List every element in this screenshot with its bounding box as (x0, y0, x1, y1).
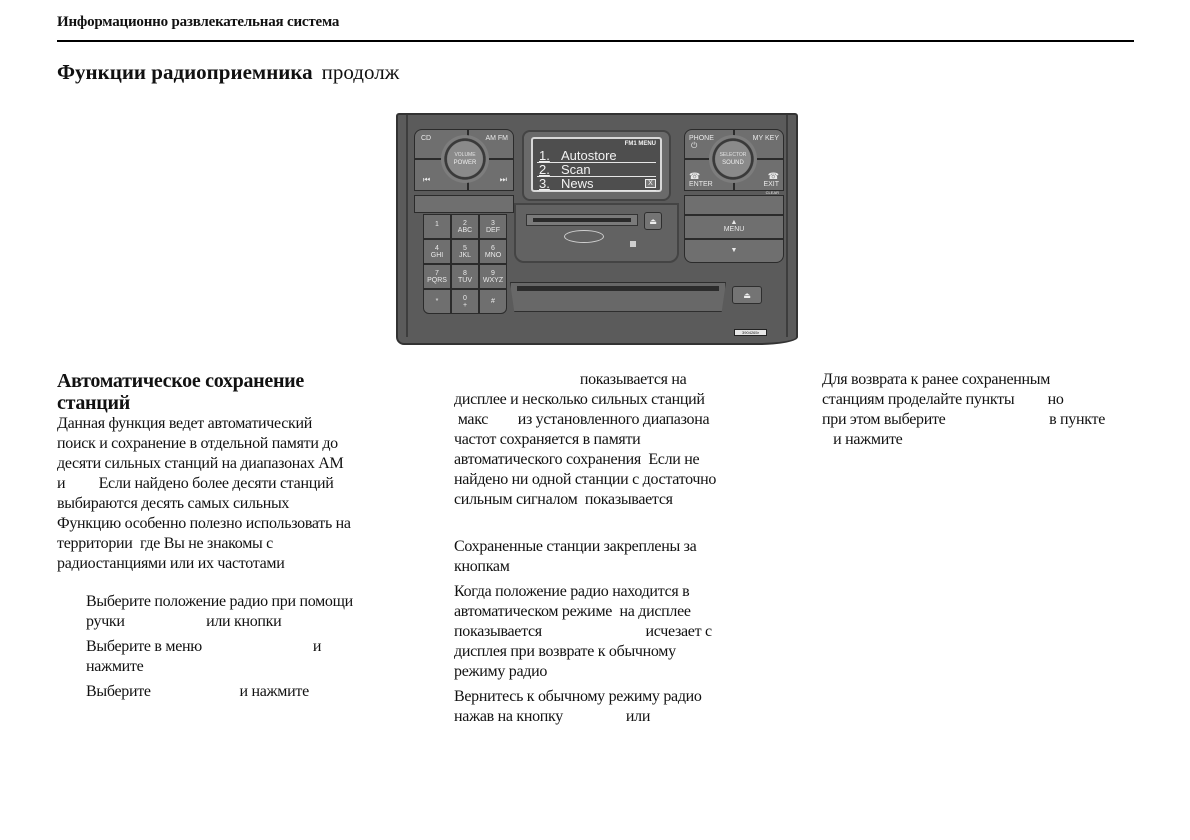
display-item-autostore: 1. Autostore (537, 149, 656, 163)
display-menu-header: FM1 MENU (624, 141, 656, 147)
card-indicator (630, 241, 636, 247)
menu-down-button (684, 239, 784, 263)
key-4: 4 GHI (423, 239, 451, 264)
header-rule (57, 40, 1134, 42)
eject-icon: ⏏ (649, 216, 657, 226)
page-title-continued: продолж (321, 60, 400, 84)
key-9: 9 WXYZ (479, 264, 507, 289)
key-6: 6 MNO (479, 239, 507, 264)
display-item-news: 3. News (537, 177, 656, 191)
key-1: 1 (423, 214, 451, 239)
next-track-icon: ⏭ (499, 175, 507, 184)
card-eject-button (644, 212, 662, 230)
right-blank-bar (684, 195, 784, 215)
key-5: 5 JKL (451, 239, 479, 264)
intro-paragraph: Данная функция ведет автоматический поиск и сохранение в отдельной памяти до десяти сильных станций на диапазонах АМ и Если найдено более десяти станций выбираются десять самых сильных Функцию особенно полезно использовать на территории где Вы не знакомы с радиостанциями или их частотами (57, 415, 351, 572)
section-title: Автоматическое сохранение станций (57, 370, 304, 414)
page-title (57, 60, 399, 85)
enter-label: ENTER (689, 181, 713, 189)
key-2: 2 ABC (451, 214, 479, 239)
return-stored-paragraph: Для возврата к ранее сохраненным станциям проделайте пункты но при этом выберите в пункте и нажмите (822, 371, 1106, 448)
key-7: 7 PQRS (423, 264, 451, 289)
step-1: Выберите положение радио при помощи ручки или кнопки (86, 593, 353, 630)
key-3: 3 DEF (479, 214, 507, 239)
key-0: 0 + (451, 289, 479, 314)
power-small-icon: ⏻ (691, 141, 698, 151)
news-checkbox-icon: X (645, 179, 656, 188)
menu-label: MENU (723, 226, 745, 234)
autostore-result-paragraph: показывается на дисплее и несколько сильных станций макс из установленного диапазона частот сохраняется в памяти автоматического сохранения Если не найдено ни одной станции с достаточно сильным сигналом показывается (454, 371, 717, 508)
page-title-main: Функции радиоприемника (57, 60, 313, 84)
step-2: Выберите в меню и нажмите (86, 638, 322, 675)
return-normal-paragraph: Вернитесь к обычному режиму радио нажав на кнопку или (454, 688, 702, 725)
prev-track-icon: ⏮ (423, 175, 431, 184)
am-fm-label: AM FM (485, 135, 508, 142)
my-key-label: MY KEY (752, 135, 779, 142)
phone-label: PHONE (689, 135, 714, 142)
exit-label: EXIT (763, 181, 779, 189)
part-code-label: 3904265r (734, 329, 767, 336)
cd-eject-button (732, 286, 762, 304)
auto-mode-paragraph: Когда положение радио находится в автоматическом режиме на дисплее показывается исчезает с дисплея при возврате к обычному режиму радио (454, 583, 712, 680)
display-item-scan: 2. Scan (537, 163, 656, 177)
sound-label: SOUND (722, 160, 744, 166)
power-label: POWER (453, 160, 477, 166)
cd-slot (510, 282, 726, 312)
selector-label: SELECTOR (719, 152, 747, 158)
phone-hangup-icon: ☎ (767, 171, 779, 181)
volume-power-knob (441, 135, 489, 183)
menu-up-button (684, 215, 784, 239)
running-header: Информационно развлекательная система (57, 14, 340, 30)
card-slot-area (514, 203, 679, 263)
column-3 (822, 370, 1142, 450)
selector-sound-knob (709, 135, 757, 183)
key-8: 8 TUV (451, 264, 479, 289)
display-bezel (522, 130, 671, 201)
left-blank-bar (414, 195, 514, 213)
clear-label: CLEAR (765, 189, 779, 195)
cd-eject-icon: ⏏ (743, 290, 751, 300)
cd-label: CD (421, 135, 432, 142)
phone-answer-icon: ☎ (689, 171, 701, 181)
up-arrow-icon: ▲ (730, 219, 738, 226)
radio-display (531, 137, 662, 192)
column-1 (57, 370, 397, 702)
stored-stations-paragraph: Сохраненные станции закреплены за кнопкам (454, 538, 697, 575)
step-3: Выберите и нажмите (86, 683, 309, 700)
down-arrow-icon: ▼ (730, 247, 738, 254)
column-2 (454, 370, 769, 727)
volume-label: VOLUME (454, 152, 476, 158)
card-slot-oval (564, 230, 604, 243)
card-slot (526, 214, 638, 226)
key-star: * (423, 289, 451, 314)
radio-panel-illustration (396, 113, 798, 345)
key-hash: # (479, 289, 507, 314)
keypad (423, 214, 507, 314)
